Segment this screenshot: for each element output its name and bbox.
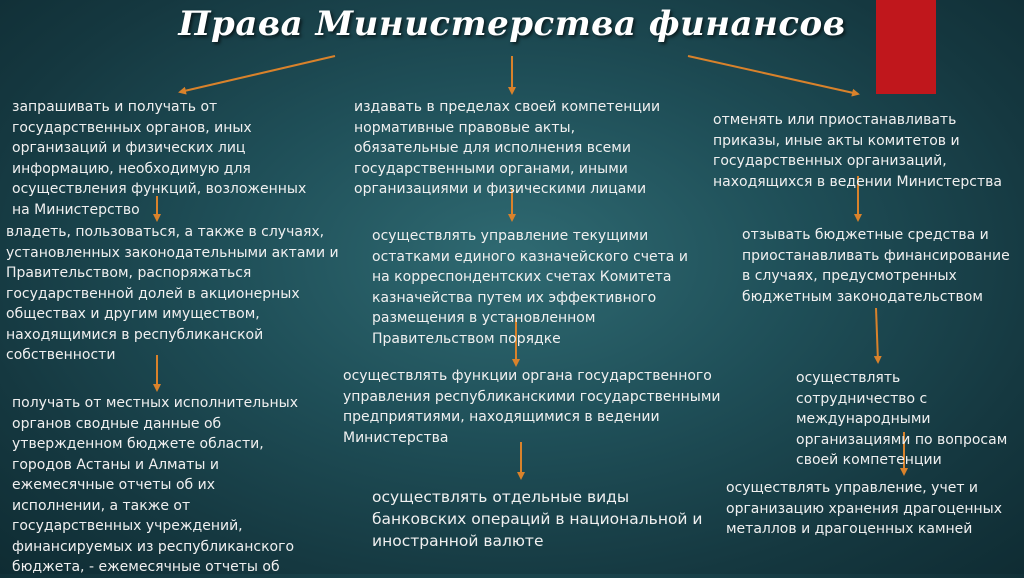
- right-item-2: отзывать бюджетные средства и приостанавливать финансирование в случаях, предусмотренных бюджетным законодательством: [742, 227, 1010, 305]
- right-item-4: осуществлять управление, учет и организацию хранения драгоценных металлов и драгоценных камней: [726, 480, 1003, 537]
- arrow-right-2: [876, 308, 878, 362]
- left-item-1: запрашивать и получать от государственных органов, иных организаций и физических лиц информацию, необходимую для осуществления функций, возложенных на Министерство: [12, 99, 307, 218]
- right-item-3: осуществлять сотрудничество с международными организациями по вопросам своей компетенции: [796, 370, 1008, 468]
- right-item-1: отменять или приостанавливать приказы, иные акты комитетов и государственных организаций, находящихся в ведении Министерства: [713, 112, 1002, 190]
- center-item-3: осуществлять функции органа государственного управления республиканскими государственными предприятиями, находящимися в ведении Министерства: [343, 368, 721, 446]
- page-title: Права Министерства финансов: [178, 4, 846, 44]
- left-item-2: владеть, пользоваться, а также в случаях, установленных законодательными актами и Правительством, распоряжаться государственной долей в акционерных обществах и другим имуществом, находящимися в республиканской собственности: [6, 224, 339, 363]
- left-item-3: получать от местных исполнительных органов сводные данные об утвержденном бюджете области, городов Астаны и Алматы и ежемесячные отчеты об их исполнении, а также от государственных учреждений, финансируемых из республиканского бюджета, - ежемесячные отчеты об: [12, 395, 298, 575]
- arrow-title-to-right: [688, 56, 858, 94]
- arrow-title-to-left: [180, 56, 335, 92]
- center-item-2: осуществлять управление текущими остатками единого казначейского счета и на корреспондентских счетах Комитета казначейства путем их эффективного размещения в установленном Правительством порядке: [372, 228, 688, 347]
- center-item-1: издавать в пределах своей компетенции нормативные правовые акты, обязательные для исполнения всеми государственными органами, иными организациями и физическими лицами: [354, 99, 661, 197]
- center-item-4: осуществлять отдельные виды банковских операций в национальной и иностранной валюте: [372, 488, 703, 550]
